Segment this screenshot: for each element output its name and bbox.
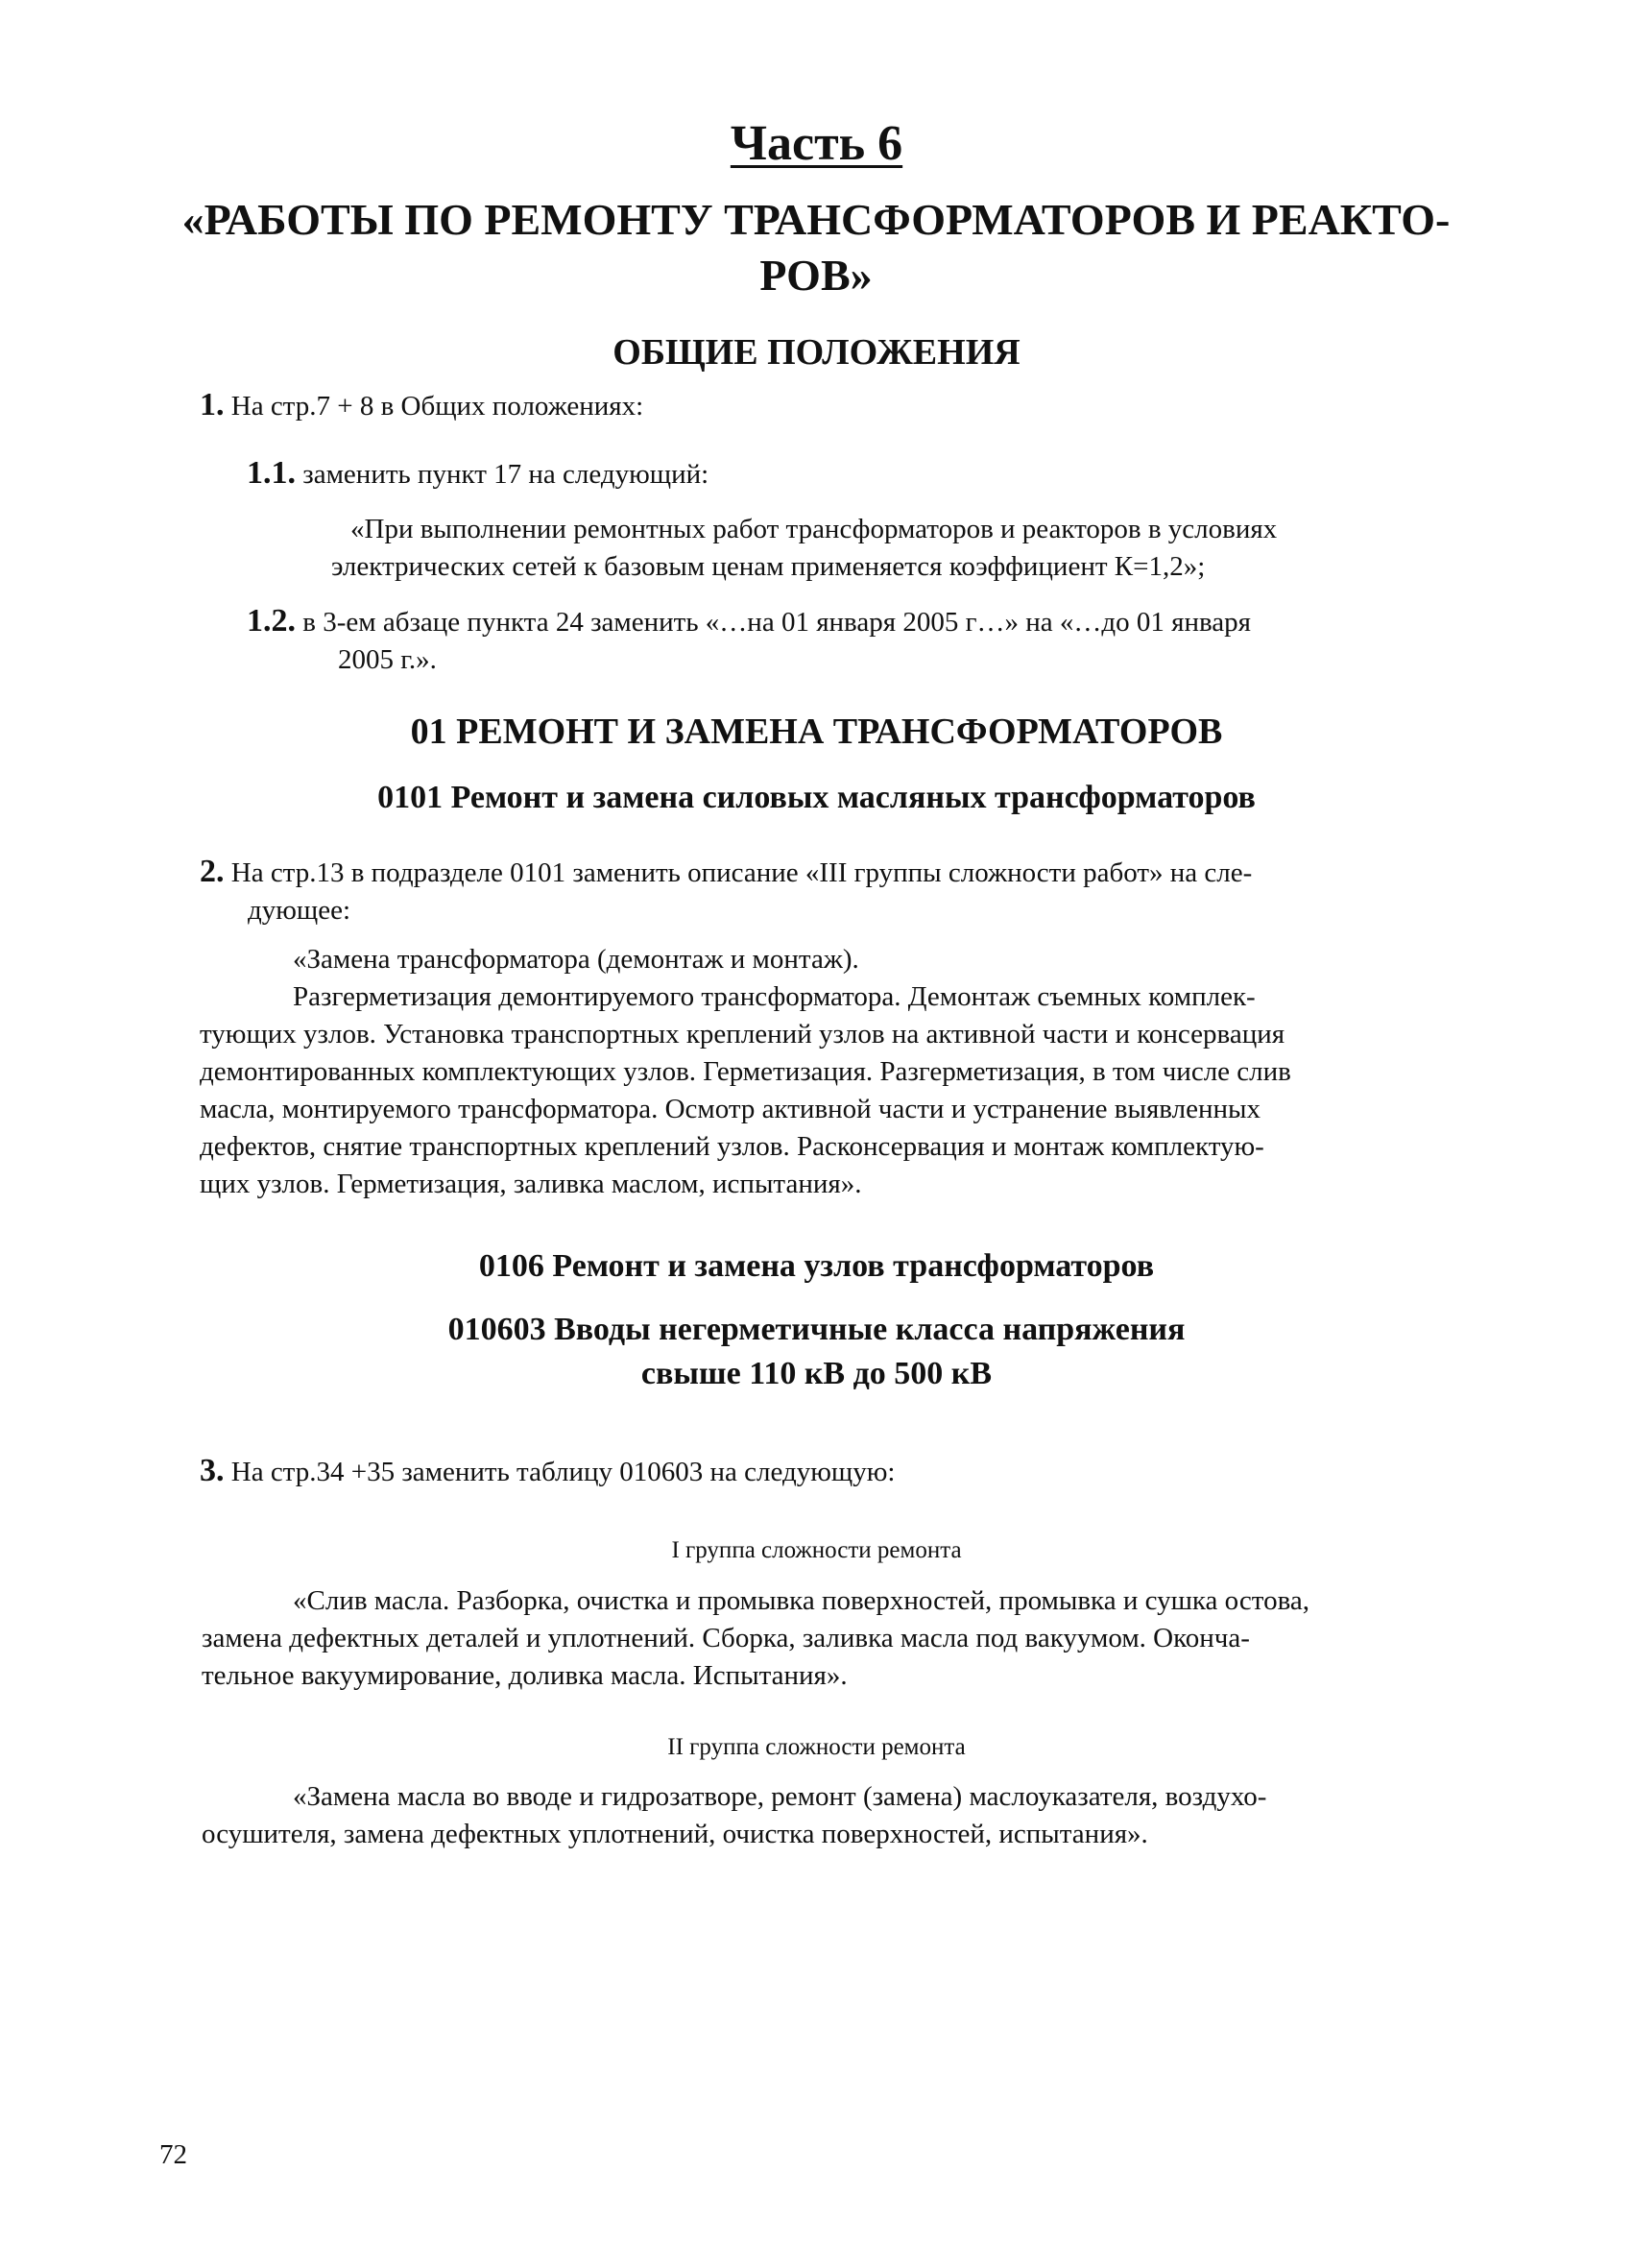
- item-1-1: [247, 454, 1495, 494]
- item-number: 1.2.: [247, 603, 296, 639]
- item-number: 2.: [200, 854, 225, 889]
- item-2: 2. На стр.13 в подразделе 0101 заменить описание «III группы сложности работ» на сле- дующее:: [200, 854, 1253, 926]
- item-1: [200, 386, 1448, 425]
- item-1-2: 1.2. в 3-ем абзаце пункта 24 заменить «…на 01 января 2005 г…» на «…до 01 января 2005 г.».: [247, 603, 1251, 675]
- page-number: 72: [159, 2139, 187, 2170]
- subsection-010603-heading: 010603 Вводы негерметичные класса напряжения свыше 110 кВ до 500 кВ: [447, 1312, 1186, 1391]
- group-2-text: «Замена масла во вводе и гидрозатворе, ремонт (замена) маслоуказателя, воздухо- осушителя, замена дефектных уплотнений, очистка поверхностей, испытания».: [202, 1781, 1267, 1849]
- main-title: «РАБОТЫ ПО РЕМОНТУ ТРАНСФОРМАТОРОВ И РЕАКТО- РОВ»: [181, 195, 1451, 300]
- group-1-heading: I группа сложности ремонта: [671, 1537, 962, 1563]
- item-number: 1.: [200, 387, 225, 422]
- section-01-heading: 01 РЕМОНТ И ЗАМЕНА ТРАНСФОРМАТОРОВ: [410, 712, 1223, 752]
- item-number: 3.: [200, 1453, 225, 1488]
- item-3: [200, 1452, 1448, 1491]
- item-number: 1.1.: [247, 455, 296, 491]
- item-2-quote: «Замена трансформатора (демонтаж и монтаж). Разгерметизация демонтируемого трансформатора. Демонтаж съемных комплек- тующих узлов. Установка транспортных креплений узлов на активной части и консервация демонтированных комплектующих узлов. Герметизация. Разгерметизация, в том числе слив масла, монтируемого трансформатора. Осмотр активной части и устранение выявленных дефектов, снятие транспортных креплений узлов. Расконсервация и монтаж комплектую- щих узлов. Герметизация, заливка маслом, испытания».: [200, 944, 1291, 1199]
- general-provisions-heading: ОБЩИЕ ПОЛОЖЕНИЯ: [612, 332, 1021, 373]
- subsection-0101-heading: 0101 Ремонт и замена силовых масляных трансформаторов: [377, 780, 1256, 815]
- item-text: На стр.34 +35 заменить таблицу 010603 на следующую:: [230, 1457, 896, 1487]
- item-text: На стр.7 + 8 в Общих положениях:: [230, 391, 644, 422]
- item-1-1-quote: «При выполнении ремонтных работ трансформаторов и реакторов в условиях электрических сетей к базовым ценам применяется коэффициент К=1,2»;: [331, 514, 1278, 582]
- item-text: заменить пункт 17 на следующий:: [302, 459, 709, 490]
- part-title: Часть 6: [730, 116, 903, 171]
- item-text: На стр.13 в подразделе 0101 заменить описание «III группы сложности работ» на сле-: [230, 857, 1253, 888]
- group-1-text: «Слив масла. Разборка, очистка и промывка поверхностей, промывка и сушка остова, замена дефектных деталей и уплотнений. Сборка, заливка масла под вакуумом. Оконча- тельное вакуумирование, доливка масла. Испытания».: [202, 1585, 1309, 1691]
- subsection-0106-heading: 0106 Ремонт и замена узлов трансформаторов: [478, 1248, 1155, 1284]
- item-text: в 3-ем абзаце пункта 24 заменить «…на 01 января 2005 г…» на «…до 01 января: [302, 607, 1251, 638]
- group-2-heading: II группа сложности ремонта: [667, 1734, 966, 1760]
